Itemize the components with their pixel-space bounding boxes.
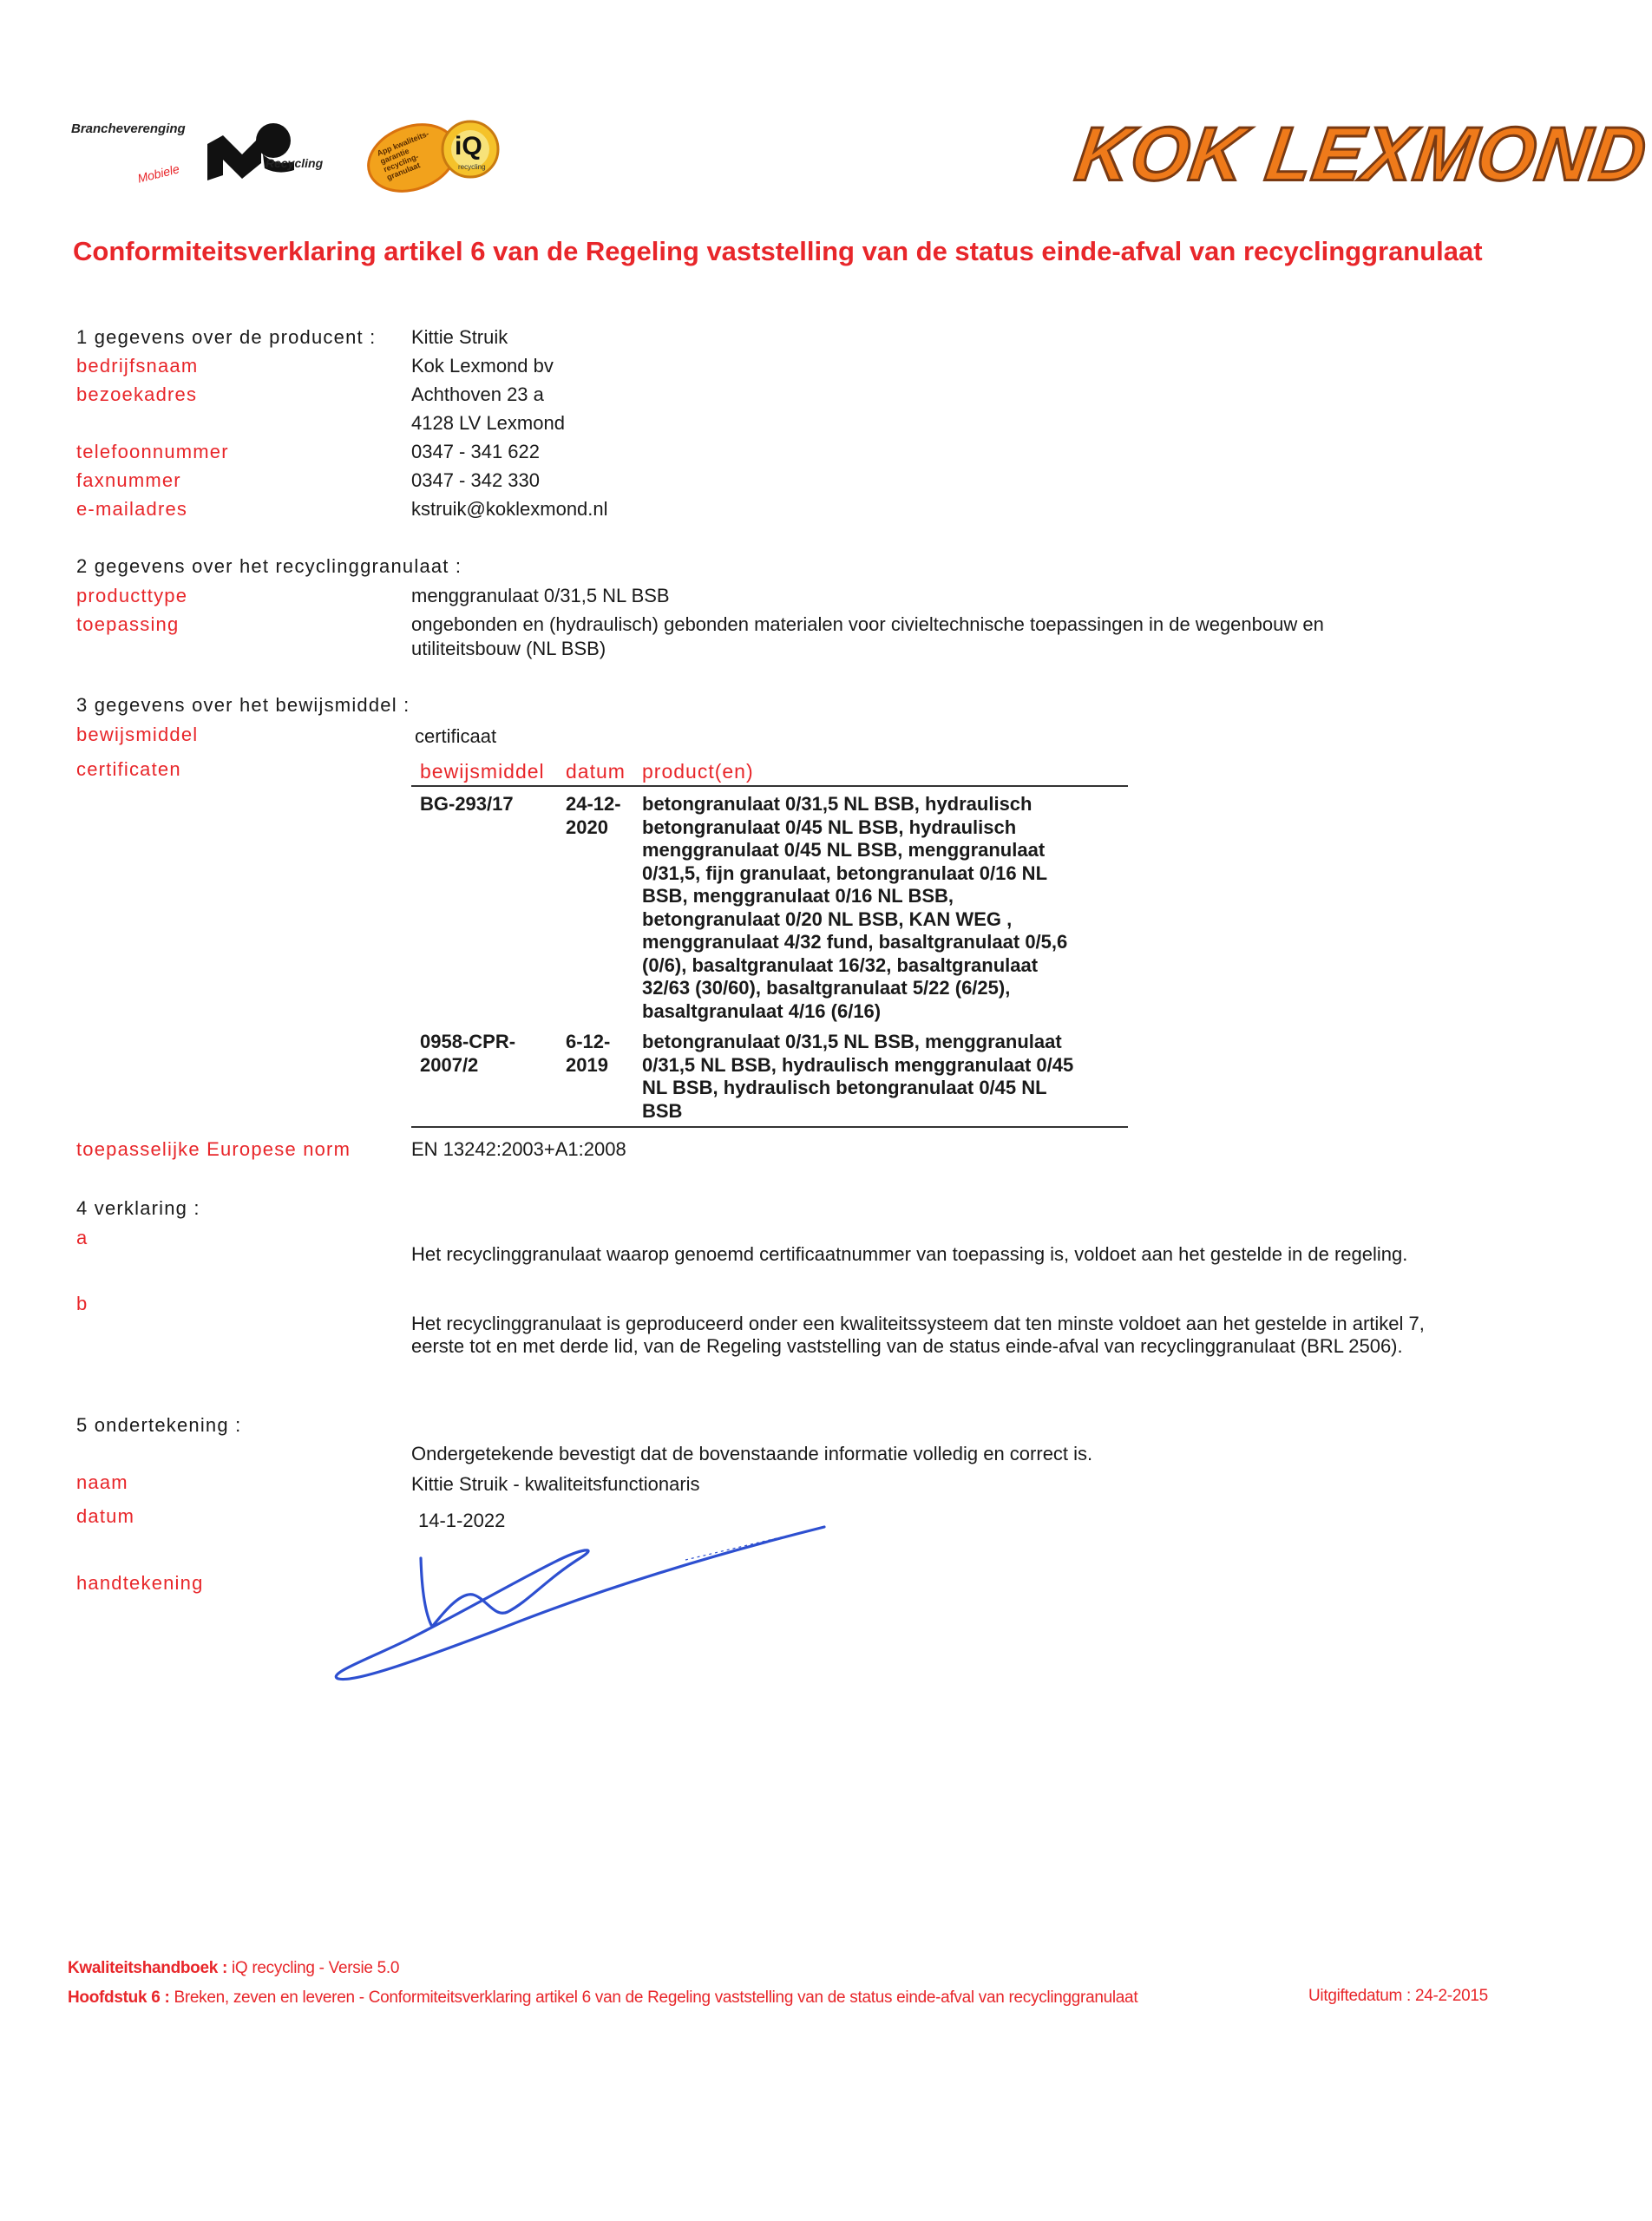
table-row1-date (566, 793, 621, 839)
row2-id-line: 2007/2 (420, 1053, 479, 1076)
label-producttype: producttype (76, 585, 188, 606)
label-bewijsmiddel: bewijsmiddel (76, 724, 199, 745)
association-name: Brancheverenging (71, 121, 186, 136)
label-verklaring-b: b (76, 1293, 88, 1314)
row2-product-line: betongranulaat 0/31,5 NL BSB, menggranulaat (642, 1031, 1062, 1052)
value-bezoekadres: Achthoven 23 a (411, 383, 544, 405)
row1-product-line: 32/63 (30/60), basaltgranulaat 5/22 (6/25), (642, 977, 1011, 999)
verklaring-a-text: Het recyclinggranulaat waarop genoemd certificaatnummer van toepassing is, voldoet aan het gestelde in de regeling. (411, 1243, 1408, 1265)
iq-badge-text: App kwaliteits-garantie recycling-granulaat (376, 128, 430, 182)
table-bottom-rule (411, 1126, 1128, 1128)
label-datum: datum (76, 1505, 135, 1527)
table-header-producten: product(en) (642, 760, 754, 783)
table-row2-products (642, 1031, 1073, 1123)
row1-product-line: menggranulaat 4/32 fund, basaltgranulaat 0/5,6 (642, 931, 1068, 953)
footer-chapter-value: Breken, zeven en leveren - Conformiteitsverklaring artikel 6 van de Regeling vaststelling van de status einde-afval van recyclinggranulaat (169, 1988, 1138, 2007)
value-faxnummer: 0347 - 342 330 (411, 469, 541, 491)
row2-product-line: 0/31,5 NL BSB, hydraulisch menggranulaat 0/45 (642, 1053, 1074, 1076)
row1-product-line: betongranulaat 0/45 NL BSB, hydraulisch (642, 816, 1017, 838)
table-row2-date (566, 1031, 610, 1077)
row1-product-line: 0/31,5, fijn granulaat, betongranulaat 0/16 NL (642, 862, 1048, 884)
table-header-rule (411, 785, 1128, 787)
section5-heading: 5 ondertekening : (76, 1414, 242, 1436)
value-telefoonnummer: 0347 - 341 622 (411, 441, 541, 462)
row2-id-line: 0958-CPR- (420, 1031, 516, 1052)
label-toepassing: toepassing (76, 613, 180, 635)
label-bedrijfsnaam: bedrijfsnaam (76, 355, 199, 377)
producer-contact: Kittie Struik (411, 326, 508, 348)
section2-heading: 2 gegevens over het recyclinggranulaat : (76, 555, 462, 577)
iq-small-text: recycling (458, 163, 486, 171)
row1-date-line: 2020 (566, 816, 608, 838)
row1-date-line: 24-12- (566, 793, 621, 815)
value-producttype: menggranulaat 0/31,5 NL BSB (411, 585, 670, 606)
row1-id-line: BG-293/17 (420, 793, 514, 815)
value-bewijsmiddel: certificaat (415, 725, 497, 747)
kok-lexmond-logo (1071, 111, 1652, 198)
table-header-datum: datum (566, 760, 626, 783)
footer-chapter (68, 1988, 1137, 2008)
row1-product-line: betongranulaat 0/20 NL BSB, KAN WEG , (642, 907, 1013, 930)
table-row1-id (420, 793, 514, 816)
footer-handbook-value: iQ recycling - Versie 5.0 (227, 1959, 400, 1977)
row1-product-line: (0/6), basaltgranulaat 16/32, basaltgranulaat (642, 953, 1039, 976)
association-recycling: Recycling (266, 156, 324, 170)
value-emailadres: kstruik@koklexmond.nl (411, 498, 608, 520)
signature-statement: Ondergetekende bevestigt dat de bovenstaande informatie volledig en correct is. (411, 1443, 1093, 1464)
value-postcode-plaats: 4128 LV Lexmond (411, 412, 565, 434)
row2-product-line: NL BSB, hydraulisch betongranulaat 0/45 NL (642, 1077, 1047, 1098)
table-row2-id (420, 1031, 515, 1077)
row2-date-line: 2019 (566, 1053, 608, 1076)
row1-product-line: menggranulaat 0/45 NL BSB, menggranulaat (642, 839, 1046, 861)
label-handtekening: handtekening (76, 1572, 204, 1594)
verklaring-b-line2: eerste tot en met derde lid, van de Regeling vaststelling van de status einde-afval van recyclinggranulaat (BRL 2506). (411, 1335, 1403, 1357)
handwritten-signature (321, 1510, 842, 1692)
label-certificaten: certificaten (76, 758, 181, 780)
mr-emblem-icon (204, 118, 299, 187)
section1-heading: 1 gegevens over de producent : (76, 326, 377, 348)
footer-chapter-label: Hoofdstuk 6 : (68, 1988, 170, 2007)
label-europese-norm: toepasselijke Europese norm (76, 1138, 351, 1160)
table-header-bewijsmiddel: bewijsmiddel (420, 760, 545, 783)
label-naam: naam (76, 1471, 128, 1493)
value-bedrijfsnaam: Kok Lexmond bv (411, 355, 554, 377)
value-naam: Kittie Struik - kwaliteitsfunctionaris (411, 1473, 700, 1495)
value-toepassing-line2: utiliteitsbouw (NL BSB) (411, 638, 606, 659)
label-telefoonnummer: telefoonnummer (76, 441, 229, 462)
value-europese-norm: EN 13242:2003+A1:2008 (411, 1138, 626, 1160)
row1-product-line: basaltgranulaat 4/16 (6/16) (642, 999, 882, 1022)
label-verklaring-a: a (76, 1227, 88, 1248)
section3-heading: 3 gegevens over het bewijsmiddel : (76, 694, 410, 716)
brand-logo-text: KOK LEXMOND (1071, 112, 1652, 197)
iq-letters: iQ (455, 132, 482, 161)
verklaring-b-line1: Het recyclinggranulaat is geproduceerd onder een kwaliteitssysteem dat ten minste voldoet aan het gestelde in artikel 7, (411, 1313, 1425, 1334)
section4-heading: 4 verklaring : (76, 1197, 200, 1219)
iq-quality-badge (364, 113, 503, 200)
association-logo (69, 113, 347, 200)
table-row1-products (642, 793, 1067, 1023)
label-faxnummer: faxnummer (76, 469, 181, 491)
value-datum: 14-1-2022 (418, 1510, 506, 1531)
value-toepassing-line1: ongebonden en (hydraulisch) gebonden materialen voor civieltechnische toepassingen in de wegenbouw en (411, 613, 1324, 635)
label-bezoekadres: bezoekadres (76, 383, 198, 405)
document-title: Conformiteitsverklaring artikel 6 van de Regeling vaststelling van de status einde-afval van recyclinggranulaat (73, 236, 1483, 266)
footer-handbook-label: Kwaliteitshandboek : (68, 1959, 228, 1977)
row2-product-line: BSB (642, 1099, 683, 1122)
footer-handbook (68, 1959, 399, 1978)
row2-date-line: 6-12- (566, 1031, 611, 1052)
label-emailadres: e-mailadres (76, 498, 188, 520)
row1-product-line: BSB, menggranulaat 0/16 NL BSB, (642, 885, 954, 907)
row1-product-line: betongranulaat 0/31,5 NL BSB, hydraulisch (642, 793, 1032, 815)
footer-issue-date: Uitgiftedatum : 24-2-2015 (1308, 1987, 1488, 2005)
association-mobiele: Mobiele (135, 161, 181, 186)
